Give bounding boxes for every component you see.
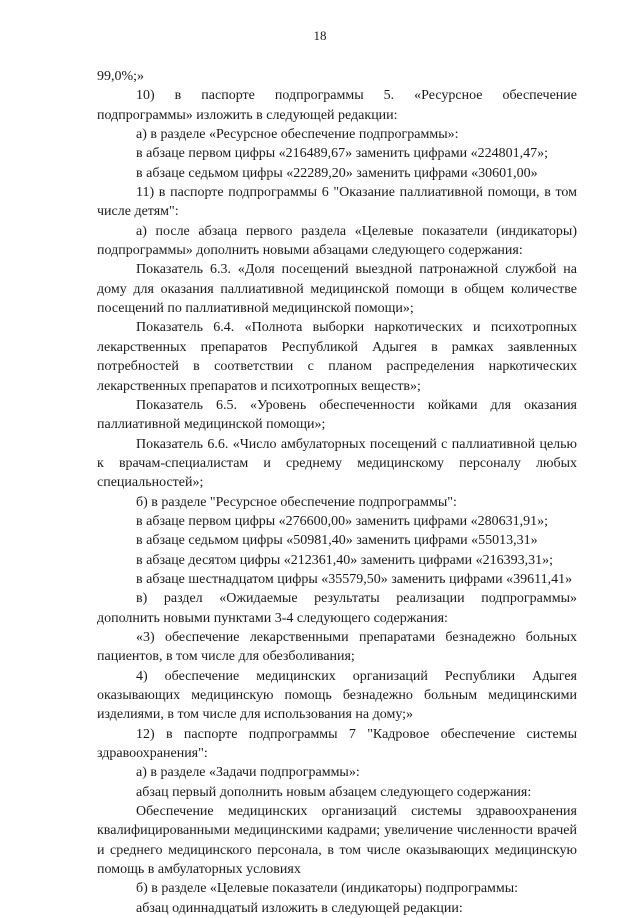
paragraph: в абзаце седьмом цифры «50981,40» заменить цифрами «55013,31» <box>136 533 538 549</box>
paragraph: 10) в паспорте подпрограммы 5. «Ресурсное обеспечение подпрограммы» изложить в следующей редакции: <box>97 88 577 123</box>
paragraph: 11) в паспорте подпрограммы 6 "Оказание паллиативной помощи, в том числе детям": <box>97 185 577 220</box>
paragraph: Показатель 6.6. «Число амбулаторных посещений с паллиативной целью к врачам-специалистам и среднему медицинскому персоналу любых специальностей»; <box>97 436 577 491</box>
paragraph: а) в разделе «Ресурсное обеспечение подпрограммы»: <box>136 127 459 143</box>
paragraph: в) раздел «Ожидаемые результаты реализации подпрограммы» дополнить новыми пунктами 3-4 следующего содержания: <box>97 591 577 626</box>
paragraph: 4) обеспечение медицинских организаций Республики Адыгея оказывающих медицинскую помощь безнадежно больным медицинскими изделиями, в том числе для использования на дому;» <box>97 668 577 723</box>
page-number: 18 <box>313 28 327 43</box>
paragraph: абзац одиннадцатый изложить в следующей редакции: <box>136 900 463 916</box>
paragraph: б) в разделе «Целевые показатели (индикаторы) подпрограммы: <box>136 881 519 897</box>
paragraph: Показатель 6.4. «Полнота выборки наркотических и психотропных лекарственных препаратов Республикой Адыгея в рамках заявленных потребностей в соответствии с планом распределения наркотических лекарственных препаратов и психотропных веществ»; <box>97 320 577 394</box>
document-body <box>97 67 577 918</box>
paragraph: а) в разделе «Задачи подпрограммы»: <box>136 765 360 781</box>
paragraph: б) в разделе "Ресурсное обеспечение подпрограммы": <box>136 494 457 510</box>
paragraph: Обеспечение медицинских организаций системы здравоохранения квалифицированными медицинскими кадрами; увеличение численности врачей и среднего медицинского персонала, в том числе оказывающих медицинскую помощь в амбулаторных условиях <box>97 804 577 878</box>
paragraph: в абзаце первом цифры «216489,67» заменить цифрами «224801,47»; <box>136 146 548 162</box>
paragraph: абзац первый дополнить новым абзацем следующего содержания: <box>136 784 532 800</box>
paragraph: 12) в паспорте подпрограммы 7 "Кадровое обеспечение системы здравоохранения": <box>97 726 577 762</box>
paragraph: а) после абзаца первого раздела «Целевые показатели (индикаторы) подпрограммы» дополнить новыми абзацами следующего содержания: <box>97 223 577 259</box>
paragraph: в абзаце первом цифры «276600,00» заменить цифрами «280631,91»; <box>136 513 548 529</box>
paragraph: Показатель 6.3. «Доля посещений выездной патронажной службой на дому для оказания паллиативной медицинской помощи в общем количестве посещений по паллиативной медицинской помощи»; <box>97 262 577 317</box>
paragraph: Показатель 6.5. «Уровень обеспеченности койками для оказания паллиативной медицинской помощи»; <box>97 397 577 433</box>
paragraph: в абзаце седьмом цифры «22289,20» заменить цифрами «30601,00» <box>136 165 538 181</box>
paragraph: 99,0%;» <box>97 69 145 84</box>
paragraph: «3) обеспечение лекарственными препаратами безнадежно больных пациентов, в том числе для обезболивания; <box>97 629 577 665</box>
paragraph: в абзаце десятом цифры «212361,40» заменить цифрами «216393,31»; <box>136 552 554 568</box>
paragraph: в абзаце шестнадцатом цифры «35579,50» заменить цифрами «39611,41» <box>136 571 573 587</box>
